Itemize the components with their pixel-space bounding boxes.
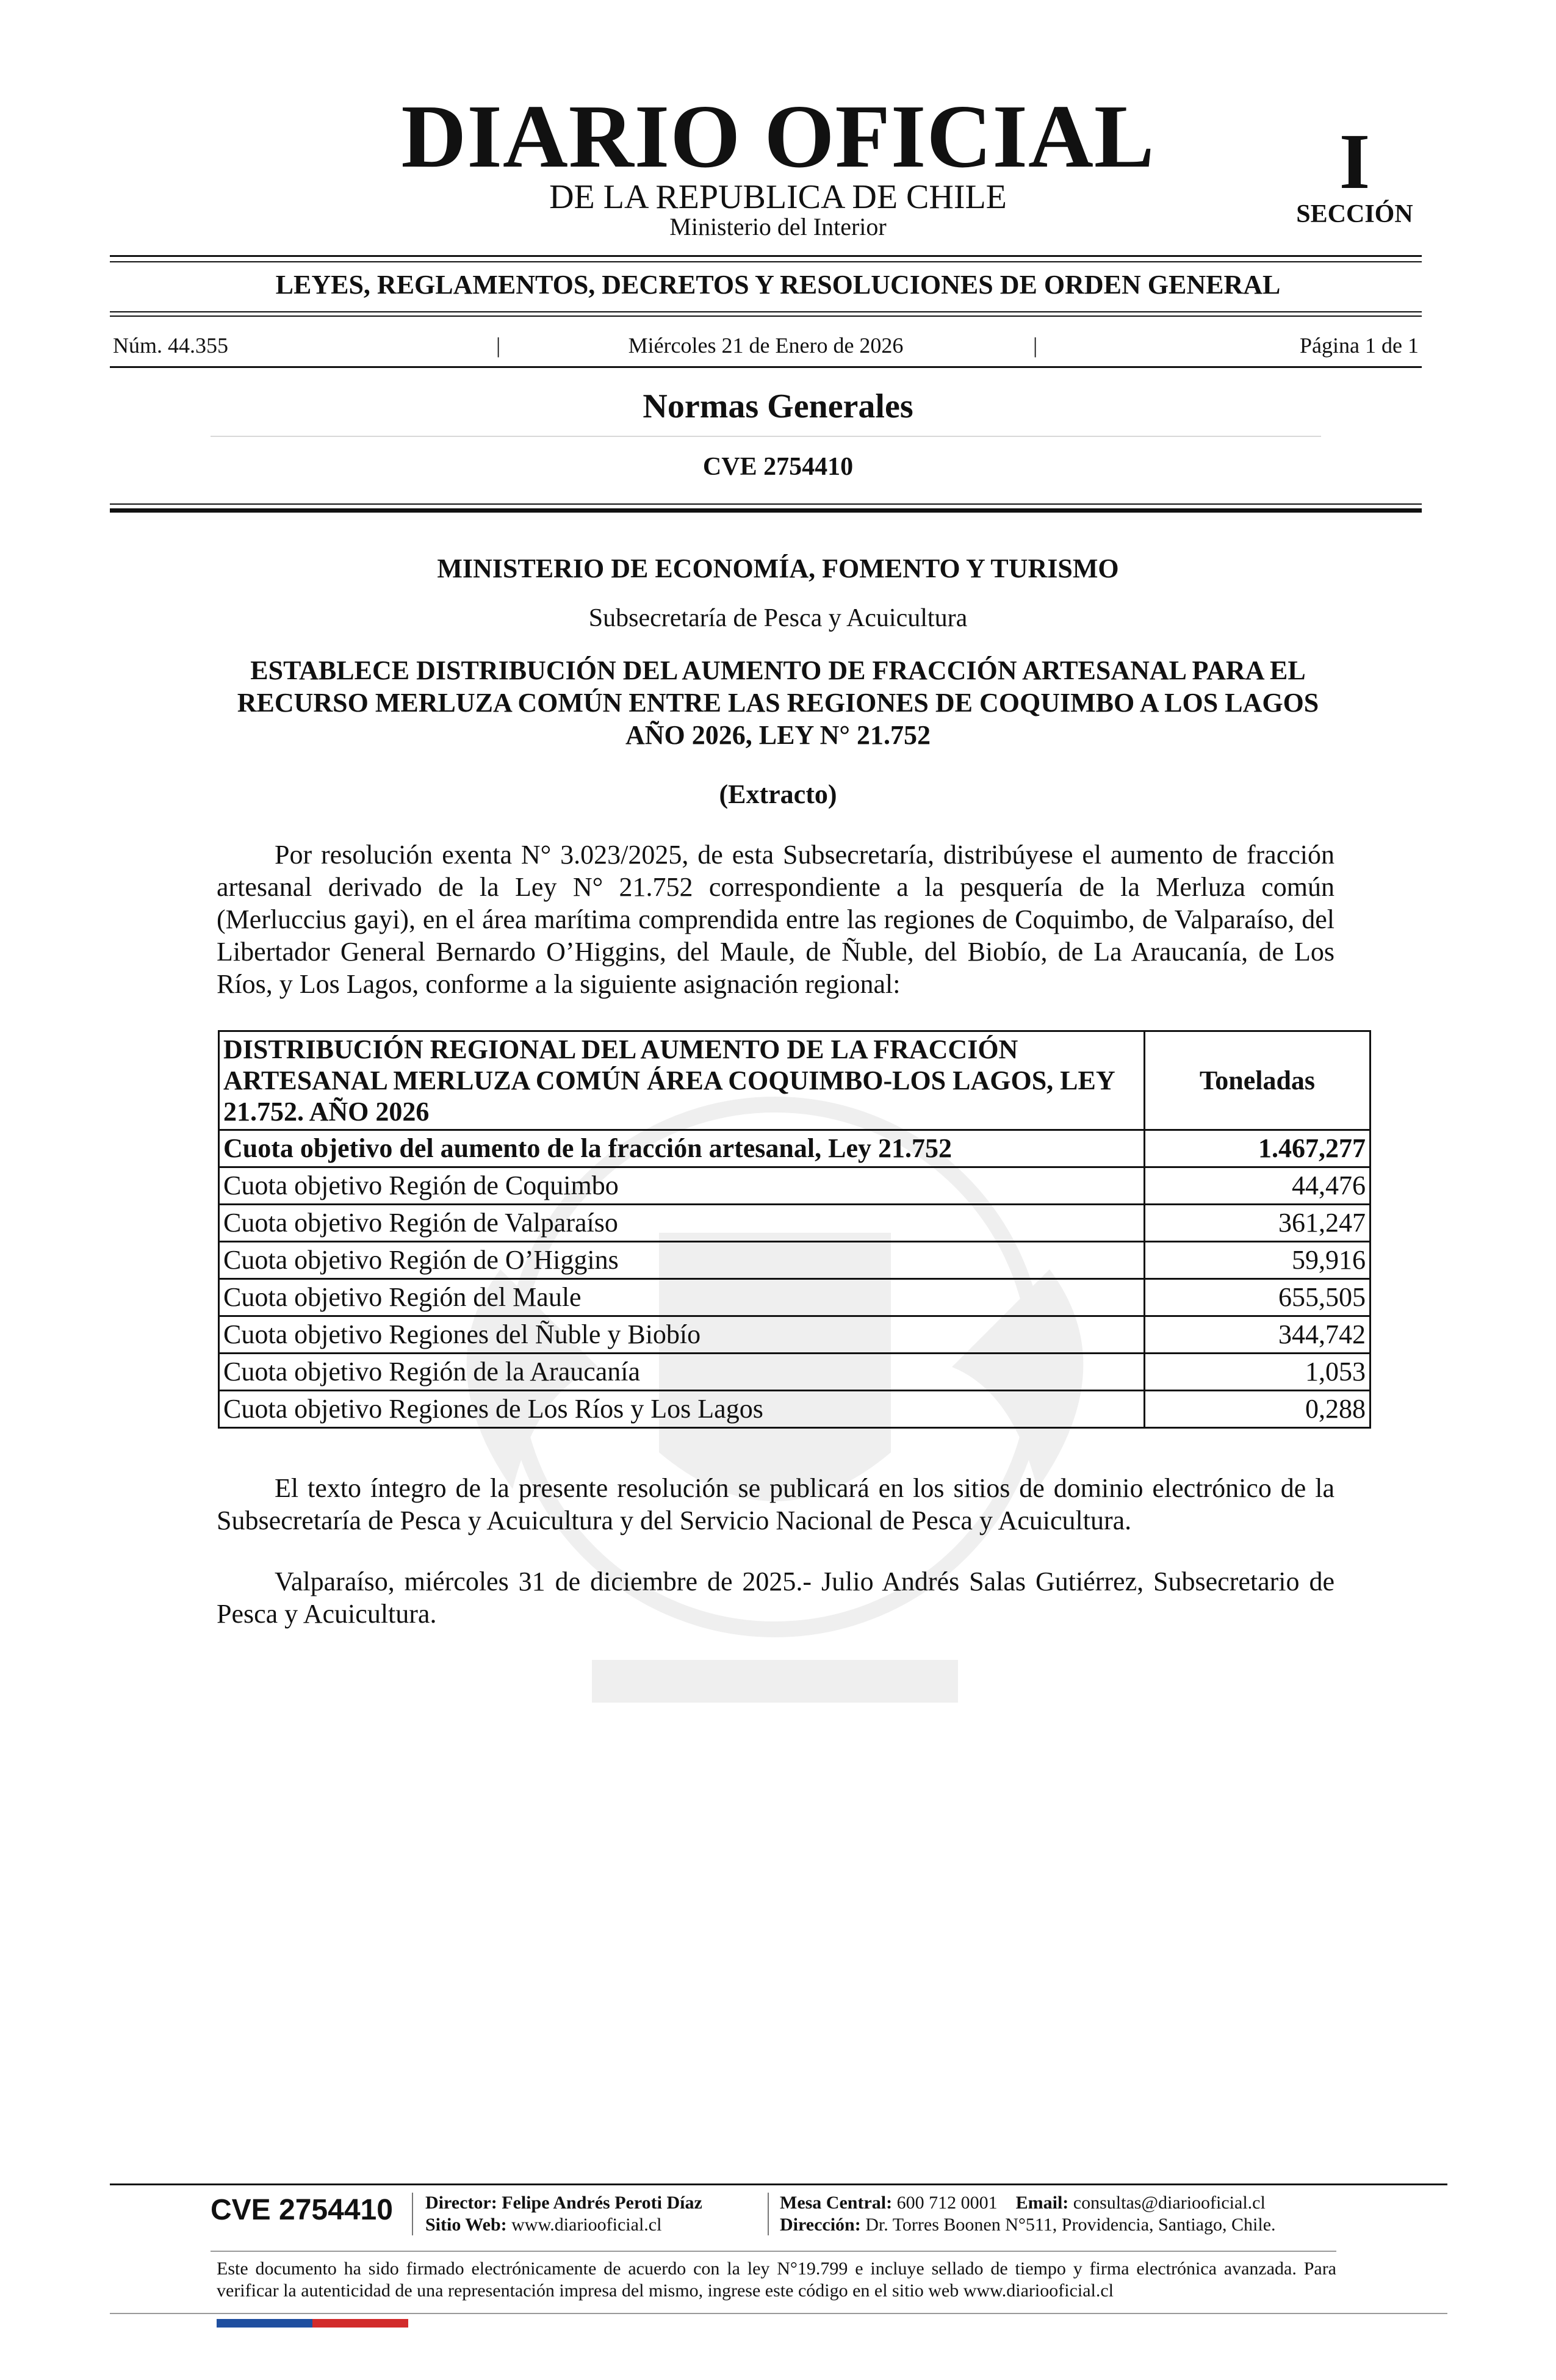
band-rule-1 — [110, 311, 1422, 312]
row-value: 655,505 — [1145, 1279, 1371, 1316]
table-header-row — [219, 1031, 1371, 1130]
footer-note: Este documento ha sido firmado electrónicamente de acuerdo con la ley N°19.799 e incluye sellado de tiempo y firma electrónica avanzada. Para verificar la autenticidad de una representación impresa del mismo, ingrese este código en el sitio web www.diariooficial.cl — [217, 2259, 1336, 2301]
section-label: SECCIÓN — [1296, 200, 1413, 228]
email-link[interactable]: consultas@diariooficial.cl — [1073, 2193, 1266, 2213]
table-row — [219, 1279, 1371, 1316]
info-rule — [110, 366, 1422, 368]
table-header-toneladas: Toneladas — [1145, 1031, 1371, 1130]
cve-rule-thin — [110, 503, 1422, 505]
row-label: Cuota objetivo Región de Coquimbo — [219, 1167, 1145, 1205]
document-subsecretaria: Subsecretaría de Pesca y Acuicultura — [588, 604, 968, 632]
director-name: Felipe Andrés Peroti Díaz — [502, 2193, 702, 2213]
row-label: Cuota objetivo Región de Valparaíso — [219, 1205, 1145, 1242]
email-label: Email: — [1015, 2193, 1069, 2213]
table-row — [219, 1130, 1371, 1167]
row-value: 44,476 — [1145, 1167, 1371, 1205]
table-row — [219, 1167, 1371, 1205]
footer-bottom-rule — [110, 2313, 1447, 2314]
web-link[interactable]: www.diariooficial.cl — [511, 2215, 662, 2235]
row-label: Cuota objetivo del aumento de la fracción artesanal, Ley 21.752 — [219, 1130, 1145, 1167]
table-header-title: DISTRIBUCIÓN REGIONAL DEL AUMENTO DE LA FRACCIÓN ARTESANAL MERLUZA COMÚN ÁREA COQUIMBO-LOS LAGOS, LEY 21.752. AÑO 2026 — [219, 1031, 1145, 1130]
mesa-phone: 600 712 0001 — [896, 2193, 998, 2213]
footer-cve: CVE 2754410 — [211, 2194, 393, 2226]
flag-stripe-red — [312, 2319, 408, 2328]
row-label: Cuota objetivo Región de la Araucanía — [219, 1354, 1145, 1391]
masthead-subtitle: DE LA REPUBLICA DE CHILE — [549, 178, 1007, 216]
flag-stripe-blue — [217, 2319, 312, 2328]
director-label: Director: — [425, 2193, 497, 2213]
paragraph-publicacion: El texto íntegro de la presente resolución se publicará en los sitios de dominio electrónico de la Subsecretaría de Pesca y Acuicultura y del Servicio Nacional de Pesca y Acuicultura. — [217, 1473, 1334, 1535]
footer-rule — [110, 2183, 1447, 2185]
address-value: Dr. Torres Boonen N°511, Providencia, Santiago, Chile. — [865, 2215, 1276, 2235]
masthead-title: DIARIO OFICIAL — [401, 87, 1155, 187]
document-extracto: (Extracto) — [719, 779, 837, 809]
footer-director-line — [425, 2192, 702, 2214]
document-ministry: MINISTERIO DE ECONOMÍA, FOMENTO Y TURISMO — [437, 554, 1119, 583]
table-row — [219, 1316, 1371, 1354]
row-label: Cuota objetivo Región de O’Higgins — [219, 1242, 1145, 1279]
row-label: Cuota objetivo Región del Maule — [219, 1279, 1145, 1316]
section-title: Normas Generales — [643, 388, 913, 425]
masthead-rule-top — [110, 255, 1422, 257]
document-heading: ESTABLECE DISTRIBUCIÓN DEL AUMENTO DE FRACCIÓN ARTESANAL PARA EL RECURSO MERLUZA COMÚN ENTRE LAS REGIONES DE COQUIMBO A LOS LAGOS AÑO 2026, LEY N° 21.752 — [237, 655, 1319, 750]
row-label: Cuota objetivo Regiones de Los Ríos y Los Lagos — [219, 1391, 1145, 1428]
paragraph-resolucion: Por resolución exenta N° 3.023/2025, de esta Subsecretaría, distribúyese el aumento de fracción artesanal derivado de la Ley N° 21.752 correspondiente a la pesquería de la Merluza común (Merluccius gayi), en el área marítima comprendida entre las regiones de Coquimbo, de Valparaíso, del Libertador General Bernardo O’Higgins, del Maule, de Ñuble, del Biobío, de La Araucanía, de Los Ríos, y Los Lagos, conforme a la siguiente asignación regional: — [217, 840, 1334, 999]
band-rule-2 — [110, 316, 1422, 317]
row-value: 1,053 — [1145, 1354, 1371, 1391]
band-title: LEYES, REGLAMENTOS, DECRETOS Y RESOLUCIONES DE ORDEN GENERAL — [275, 270, 1281, 300]
footer-web-line — [425, 2214, 702, 2236]
footer-address-line — [780, 2214, 1276, 2236]
issue-separator: | — [1033, 333, 1038, 358]
cve-code: CVE 2754410 — [702, 453, 854, 481]
masthead-ministry: Ministerio del Interior — [669, 213, 887, 240]
mesa-label: Mesa Central: — [780, 2193, 893, 2213]
address-label: Dirección: — [780, 2215, 861, 2235]
section-number: I — [1339, 118, 1371, 206]
issue-date: Miércoles 21 de Enero de 2026 — [628, 333, 904, 358]
paragraph-firma: Valparaíso, miércoles 31 de diciembre de 2025.- Julio Andrés Salas Gutiérrez, Subsecretario de Pesca y Acuicultura. — [217, 1567, 1334, 1629]
row-value: 361,247 — [1145, 1205, 1371, 1242]
row-value: 0,288 — [1145, 1391, 1371, 1428]
footer-contact-block — [780, 2192, 1276, 2236]
footer-thin-rule — [211, 2251, 1336, 2252]
distribution-table — [218, 1030, 1371, 1429]
masthead-rule-top-thin — [110, 261, 1422, 262]
issue-separator: | — [496, 333, 501, 358]
row-value: 344,742 — [1145, 1316, 1371, 1354]
table-row — [219, 1242, 1371, 1279]
footer-director-block — [425, 2192, 702, 2236]
section-title-rule — [211, 436, 1321, 437]
footer-mesa-line — [780, 2192, 1276, 2214]
table-row — [219, 1391, 1371, 1428]
row-value: 59,916 — [1145, 1242, 1371, 1279]
web-label: Sitio Web: — [425, 2215, 507, 2235]
table-row — [219, 1354, 1371, 1391]
row-label: Cuota objetivo Regiones del Ñuble y Biobío — [219, 1316, 1145, 1354]
footer-divider — [768, 2193, 769, 2235]
row-value: 1.467,277 — [1145, 1130, 1371, 1167]
cve-rule-thick — [110, 508, 1422, 513]
table-row — [219, 1205, 1371, 1242]
issue-number: Núm. 44.355 — [113, 333, 228, 358]
issue-page: Página 1 de 1 — [1300, 333, 1419, 358]
footer-divider — [412, 2193, 413, 2235]
